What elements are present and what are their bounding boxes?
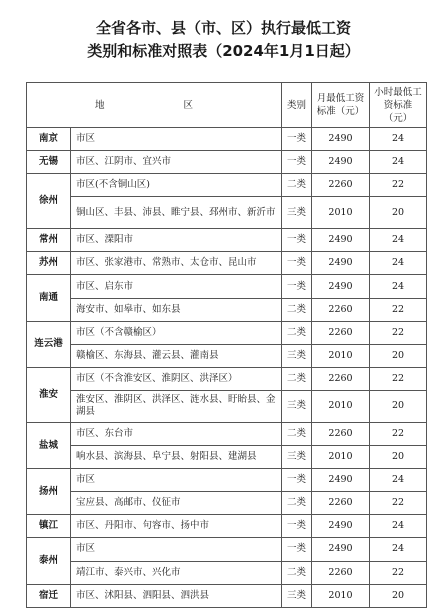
category-cell: 三类 [282, 390, 312, 422]
area-cell: 靖江市、泰兴市、兴化市 [71, 561, 282, 584]
table-row [27, 367, 427, 390]
monthly-wage-cell: 2260 [312, 321, 370, 344]
table-row [27, 344, 427, 367]
hourly-wage-cell: 22 [370, 174, 427, 197]
table-row [27, 584, 427, 607]
area-cell: 市区（不含淮安区、淮阴区、洪泽区） [71, 367, 282, 390]
hourly-wage-cell: 20 [370, 446, 427, 469]
monthly-wage-cell: 2260 [312, 561, 370, 584]
hourly-wage-cell: 20 [370, 344, 427, 367]
page-subtitle: 类别和标准对照表（2024年1月1日起） [87, 42, 360, 60]
hourly-wage-cell: 24 [370, 275, 427, 298]
city-cell: 常州 [27, 229, 71, 252]
area-cell: 市区、沭阳县、泗阳县、泗洪县 [71, 584, 282, 607]
hourly-wage-cell: 22 [370, 298, 427, 321]
header-category: 类别 [282, 83, 312, 128]
hourly-wage-cell: 20 [370, 584, 427, 607]
page-title: 全省各市、县（市、区）执行最低工资 [95, 19, 351, 37]
monthly-wage-cell: 2490 [312, 538, 370, 561]
table-row [27, 321, 427, 344]
monthly-wage-cell: 2490 [312, 469, 370, 492]
header-hourly: 小时最低工资标准（元） [370, 83, 427, 128]
hourly-wage-cell: 22 [370, 367, 427, 390]
city-cell: 淮安 [27, 367, 71, 422]
area-cell: 市区（不含赣榆区） [71, 321, 282, 344]
area-cell: 市区 [71, 538, 282, 561]
table-row [27, 469, 427, 492]
header-monthly: 月最低工资标准（元） [312, 83, 370, 128]
category-cell: 二类 [282, 367, 312, 390]
category-cell: 二类 [282, 174, 312, 197]
area-cell: 市区、东台市 [71, 422, 282, 445]
category-cell: 一类 [282, 275, 312, 298]
area-cell: 宝应县、高邮市、仪征市 [71, 492, 282, 515]
city-cell: 无锡 [27, 151, 71, 174]
city-cell: 徐州 [27, 174, 71, 229]
monthly-wage-cell: 2010 [312, 446, 370, 469]
hourly-wage-cell: 24 [370, 229, 427, 252]
monthly-wage-cell: 2260 [312, 492, 370, 515]
table-row [27, 252, 427, 275]
hourly-wage-cell: 24 [370, 469, 427, 492]
area-cell: 市区、丹阳市、句容市、扬中市 [71, 515, 282, 538]
area-cell: 市区 [71, 469, 282, 492]
table-row [27, 446, 427, 469]
category-cell: 一类 [282, 229, 312, 252]
category-cell: 一类 [282, 515, 312, 538]
monthly-wage-cell: 2490 [312, 151, 370, 174]
table-row [27, 422, 427, 445]
hourly-wage-cell: 24 [370, 128, 427, 151]
city-cell: 南京 [27, 128, 71, 151]
hourly-wage-cell: 20 [370, 197, 427, 229]
area-cell: 市区、启东市 [71, 275, 282, 298]
category-cell: 二类 [282, 561, 312, 584]
monthly-wage-cell: 2010 [312, 197, 370, 229]
area-cell: 市区、江阴市、宜兴市 [71, 151, 282, 174]
category-cell: 一类 [282, 469, 312, 492]
category-cell: 三类 [282, 446, 312, 469]
category-cell: 二类 [282, 492, 312, 515]
monthly-wage-cell: 2260 [312, 174, 370, 197]
table-row [27, 492, 427, 515]
category-cell: 一类 [282, 538, 312, 561]
monthly-wage-cell: 2260 [312, 422, 370, 445]
category-cell: 二类 [282, 422, 312, 445]
monthly-wage-cell: 2490 [312, 275, 370, 298]
table-row [27, 128, 427, 151]
area-cell: 淮安区、淮阴区、洪泽区、涟水县、盱眙县、金湖县 [71, 390, 282, 422]
category-cell: 二类 [282, 321, 312, 344]
category-cell: 一类 [282, 252, 312, 275]
hourly-wage-cell: 24 [370, 538, 427, 561]
table-row [27, 151, 427, 174]
city-cell: 苏州 [27, 252, 71, 275]
hourly-wage-cell: 22 [370, 561, 427, 584]
table-row [27, 538, 427, 561]
area-cell: 响水县、滨海县、阜宁县、射阳县、建湖县 [71, 446, 282, 469]
table-row [27, 275, 427, 298]
area-cell: 市区 [71, 128, 282, 151]
monthly-wage-cell: 2260 [312, 298, 370, 321]
area-cell: 海安市、如皋市、如东县 [71, 298, 282, 321]
monthly-wage-cell: 2490 [312, 128, 370, 151]
table-row [27, 561, 427, 584]
hourly-wage-cell: 24 [370, 151, 427, 174]
table-row [27, 298, 427, 321]
category-cell: 三类 [282, 584, 312, 607]
city-cell: 盐城 [27, 422, 71, 468]
area-cell: 赣榆区、东海县、灌云县、灌南县 [71, 344, 282, 367]
wage-table [26, 82, 427, 608]
monthly-wage-cell: 2010 [312, 584, 370, 607]
hourly-wage-cell: 22 [370, 422, 427, 445]
monthly-wage-cell: 2490 [312, 515, 370, 538]
table-row [27, 174, 427, 197]
category-cell: 一类 [282, 151, 312, 174]
city-cell: 扬州 [27, 469, 71, 515]
city-cell: 宿迁 [27, 584, 71, 607]
category-cell: 三类 [282, 197, 312, 229]
table-row [27, 515, 427, 538]
header-row [27, 83, 427, 128]
category-cell: 三类 [282, 344, 312, 367]
category-cell: 一类 [282, 128, 312, 151]
header-area: 地 区 [27, 83, 282, 128]
hourly-wage-cell: 24 [370, 252, 427, 275]
area-cell: 铜山区、丰县、沛县、睢宁县、邳州市、新沂市 [71, 197, 282, 229]
monthly-wage-cell: 2010 [312, 390, 370, 422]
monthly-wage-cell: 2010 [312, 344, 370, 367]
monthly-wage-cell: 2490 [312, 252, 370, 275]
table-row [27, 390, 427, 422]
monthly-wage-cell: 2260 [312, 367, 370, 390]
city-cell: 连云港 [27, 321, 71, 367]
table-row [27, 229, 427, 252]
city-cell: 泰州 [27, 538, 71, 584]
table-row [27, 197, 427, 229]
city-cell: 镇江 [27, 515, 71, 538]
hourly-wage-cell: 22 [370, 321, 427, 344]
area-cell: 市区(不含铜山区) [71, 174, 282, 197]
area-cell: 市区、张家港市、常熟市、太仓市、昆山市 [71, 252, 282, 275]
area-cell: 市区、溧阳市 [71, 229, 282, 252]
category-cell: 二类 [282, 298, 312, 321]
monthly-wage-cell: 2490 [312, 229, 370, 252]
hourly-wage-cell: 22 [370, 492, 427, 515]
hourly-wage-cell: 20 [370, 390, 427, 422]
table-body [27, 128, 427, 608]
hourly-wage-cell: 24 [370, 515, 427, 538]
city-cell: 南通 [27, 275, 71, 321]
